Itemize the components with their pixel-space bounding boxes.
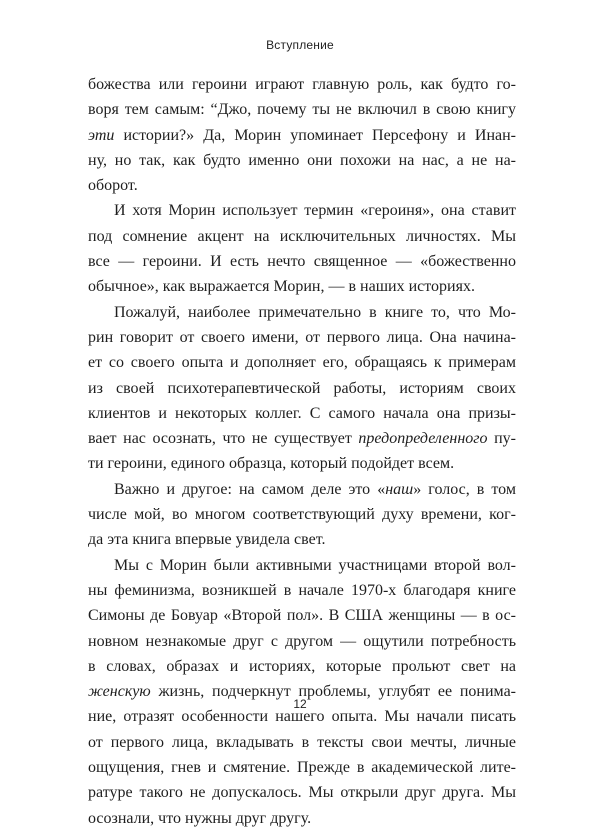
text-line: ет со своего опыта и дополняет его, обращаясь к примерам — [88, 354, 516, 372]
text-line: Мы с Морин были активными участницами второй вол- — [114, 556, 516, 574]
text-line: из своей психотерапевтической работы, историям своих — [88, 379, 516, 397]
text-line: эти истории?» Да, Морин упоминает Персефону и Инан- — [88, 126, 516, 144]
text-line: обычное», как выражается Морин, — в наших историях. — [88, 278, 475, 296]
text-line: вает нас осознать, что не существует предопределенного пу- — [88, 430, 516, 448]
text-line: И хотя Морин использует термин «героиня», она ставит — [114, 202, 516, 220]
text-line: числе мой, во многом соответствующий духу времени, ког- — [88, 506, 516, 524]
running-title: Вступление — [266, 38, 334, 52]
text-line: да эта книга впервые увидела свет. — [88, 531, 326, 549]
text-line: оборот. — [88, 177, 138, 195]
text-line: под сомнение акцент на исключительных личностях. Мы — [88, 227, 516, 245]
text-line: ны феминизма, возникшей в начале 1970-х благодаря книге — [88, 581, 516, 599]
text-line: в словах, образах и историях, которые прольют свет на — [88, 657, 516, 675]
text-line: ти героини, единого образца, который подойдет всем. — [88, 455, 455, 473]
text-line: рин говорит от своего имени, от первого лица. Она начина- — [88, 328, 516, 346]
text-line: божества или героини играют главную роль, как будто го- — [88, 76, 516, 93]
text-line: ратуре такого не допускалось. Мы открыли друг друга. Мы — [88, 784, 516, 802]
text-line: ние, отразят особенности нашего опыта. Мы начали писать — [88, 708, 516, 726]
text-line: от первого лица, вкладывать в тексты свои мечты, личные — [88, 733, 516, 751]
page-text — [88, 72, 516, 831]
text-line: все — героини. И есть нечто священное — «божественно — [88, 253, 516, 271]
text-line: женскую жизнь, подчеркнут проблемы, углубят ее понима- — [88, 683, 516, 701]
text-line: клиентов и некоторых коллег. С самого начала она призы- — [88, 404, 516, 422]
text-line: ощущения, гнев и смятение. Прежде в академической лите- — [88, 759, 516, 777]
text-line: Симоны де Бовуар «Второй пол». В США женщины — в ос- — [88, 607, 516, 625]
text-line: Пожалуй, наиболее примечательно в книге то, что Мо- — [114, 303, 516, 321]
text-line: воря тем самым: “Джо, почему ты не включил в свою книгу — [88, 101, 516, 119]
text-line: ну, но так, как будто именно они похожи на нас, а не на- — [88, 151, 516, 169]
text-line: Важно и другое: на самом деле это «наш» голос, в том — [114, 480, 516, 498]
text-line: осознали, что нужны друг другу. — [88, 809, 312, 827]
text-line: новном незнакомые друг с другом — ощутили потребность — [88, 632, 516, 650]
page-number: 12 — [293, 697, 307, 711]
